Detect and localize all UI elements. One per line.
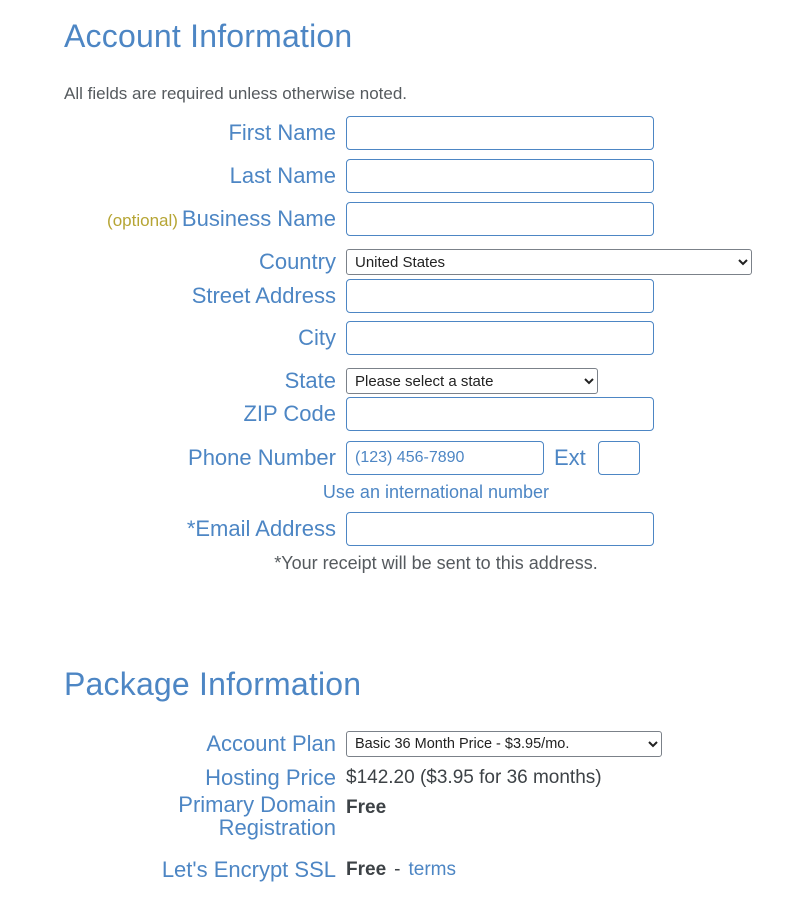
business-name-field-cell bbox=[346, 202, 800, 236]
last-name-input[interactable] bbox=[346, 159, 654, 193]
row-lets-encrypt-ssl bbox=[0, 853, 800, 887]
row-country bbox=[0, 245, 800, 279]
business-name-optional-tag: (optional) bbox=[107, 210, 178, 230]
lets-encrypt-ssl-separator: - bbox=[394, 859, 401, 880]
ext-label: Ext bbox=[554, 445, 586, 470]
city-input[interactable] bbox=[346, 321, 654, 355]
business-name-input[interactable] bbox=[346, 202, 654, 236]
email-address-label: *Email Address bbox=[186, 515, 336, 541]
row-state bbox=[0, 364, 800, 398]
row-account-plan bbox=[0, 727, 800, 761]
row-primary-domain bbox=[0, 793, 800, 845]
last-name-label: Last Name bbox=[229, 162, 336, 188]
account-plan-label: Account Plan bbox=[206, 730, 336, 756]
hosting-price-field-cell bbox=[346, 767, 800, 789]
first-name-field-cell bbox=[346, 116, 800, 150]
street-address-input[interactable] bbox=[346, 279, 654, 313]
row-last-name bbox=[0, 159, 800, 193]
required-fields-note: All fields are required unless otherwise noted. bbox=[64, 84, 408, 103]
email-address-field-cell bbox=[346, 512, 800, 546]
first-name-input[interactable] bbox=[346, 116, 654, 150]
zip-code-input[interactable] bbox=[346, 397, 654, 431]
row-first-name bbox=[0, 116, 800, 150]
hosting-price-value: $142.20 ($3.95 for 36 months) bbox=[346, 767, 602, 788]
phone-number-label: Phone Number bbox=[188, 444, 336, 470]
street-address-field-cell bbox=[346, 279, 800, 313]
primary-domain-label bbox=[0, 793, 346, 839]
email-address-input[interactable] bbox=[346, 512, 654, 546]
country-select[interactable] bbox=[346, 249, 752, 275]
hosting-price-label: Hosting Price bbox=[205, 764, 336, 790]
receipt-note: *Your receipt will be sent to this address. bbox=[274, 553, 598, 573]
lets-encrypt-ssl-value: Free bbox=[346, 859, 387, 880]
row-hosting-price bbox=[0, 761, 800, 795]
row-street-address bbox=[0, 279, 800, 313]
row-zip-code bbox=[0, 397, 800, 431]
state-select[interactable] bbox=[346, 368, 598, 394]
primary-domain-label-line1: Primary Domain bbox=[178, 792, 336, 817]
primary-domain-label-line2: Registration bbox=[218, 815, 336, 841]
ext-input[interactable] bbox=[598, 441, 640, 475]
international-number-link[interactable]: Use an international number bbox=[322, 482, 550, 502]
account-plan-field-cell bbox=[346, 731, 800, 757]
street-address-label: Street Address bbox=[191, 282, 336, 308]
row-phone-number bbox=[0, 441, 800, 475]
city-field-cell bbox=[346, 321, 800, 355]
zip-code-field-cell bbox=[346, 397, 800, 431]
city-label: City bbox=[298, 324, 336, 350]
account-plan-select[interactable] bbox=[346, 731, 662, 757]
phone-number-input[interactable] bbox=[346, 441, 544, 475]
package-information-title: Package Information bbox=[64, 666, 362, 702]
phone-number-field-cell bbox=[346, 441, 800, 475]
state-field-cell bbox=[346, 368, 800, 394]
primary-domain-field-cell bbox=[346, 793, 800, 819]
first-name-label: First Name bbox=[228, 119, 336, 145]
last-name-field-cell bbox=[346, 159, 800, 193]
country-field-cell bbox=[346, 249, 800, 275]
row-business-name bbox=[0, 202, 800, 236]
lets-encrypt-ssl-label: Let's Encrypt SSL bbox=[161, 856, 336, 882]
row-email-address bbox=[0, 512, 800, 546]
country-label: Country bbox=[258, 248, 336, 274]
lets-encrypt-ssl-field-cell bbox=[346, 859, 800, 881]
primary-domain-value: Free bbox=[346, 797, 387, 818]
account-information-title: Account Information bbox=[64, 18, 353, 54]
lets-encrypt-ssl-terms-link[interactable]: terms bbox=[408, 859, 456, 880]
business-name-label-text: Business Name bbox=[181, 205, 336, 231]
state-label: State bbox=[284, 367, 336, 393]
zip-code-label: ZIP Code bbox=[243, 400, 336, 426]
business-name-label bbox=[0, 207, 346, 231]
row-city bbox=[0, 321, 800, 355]
